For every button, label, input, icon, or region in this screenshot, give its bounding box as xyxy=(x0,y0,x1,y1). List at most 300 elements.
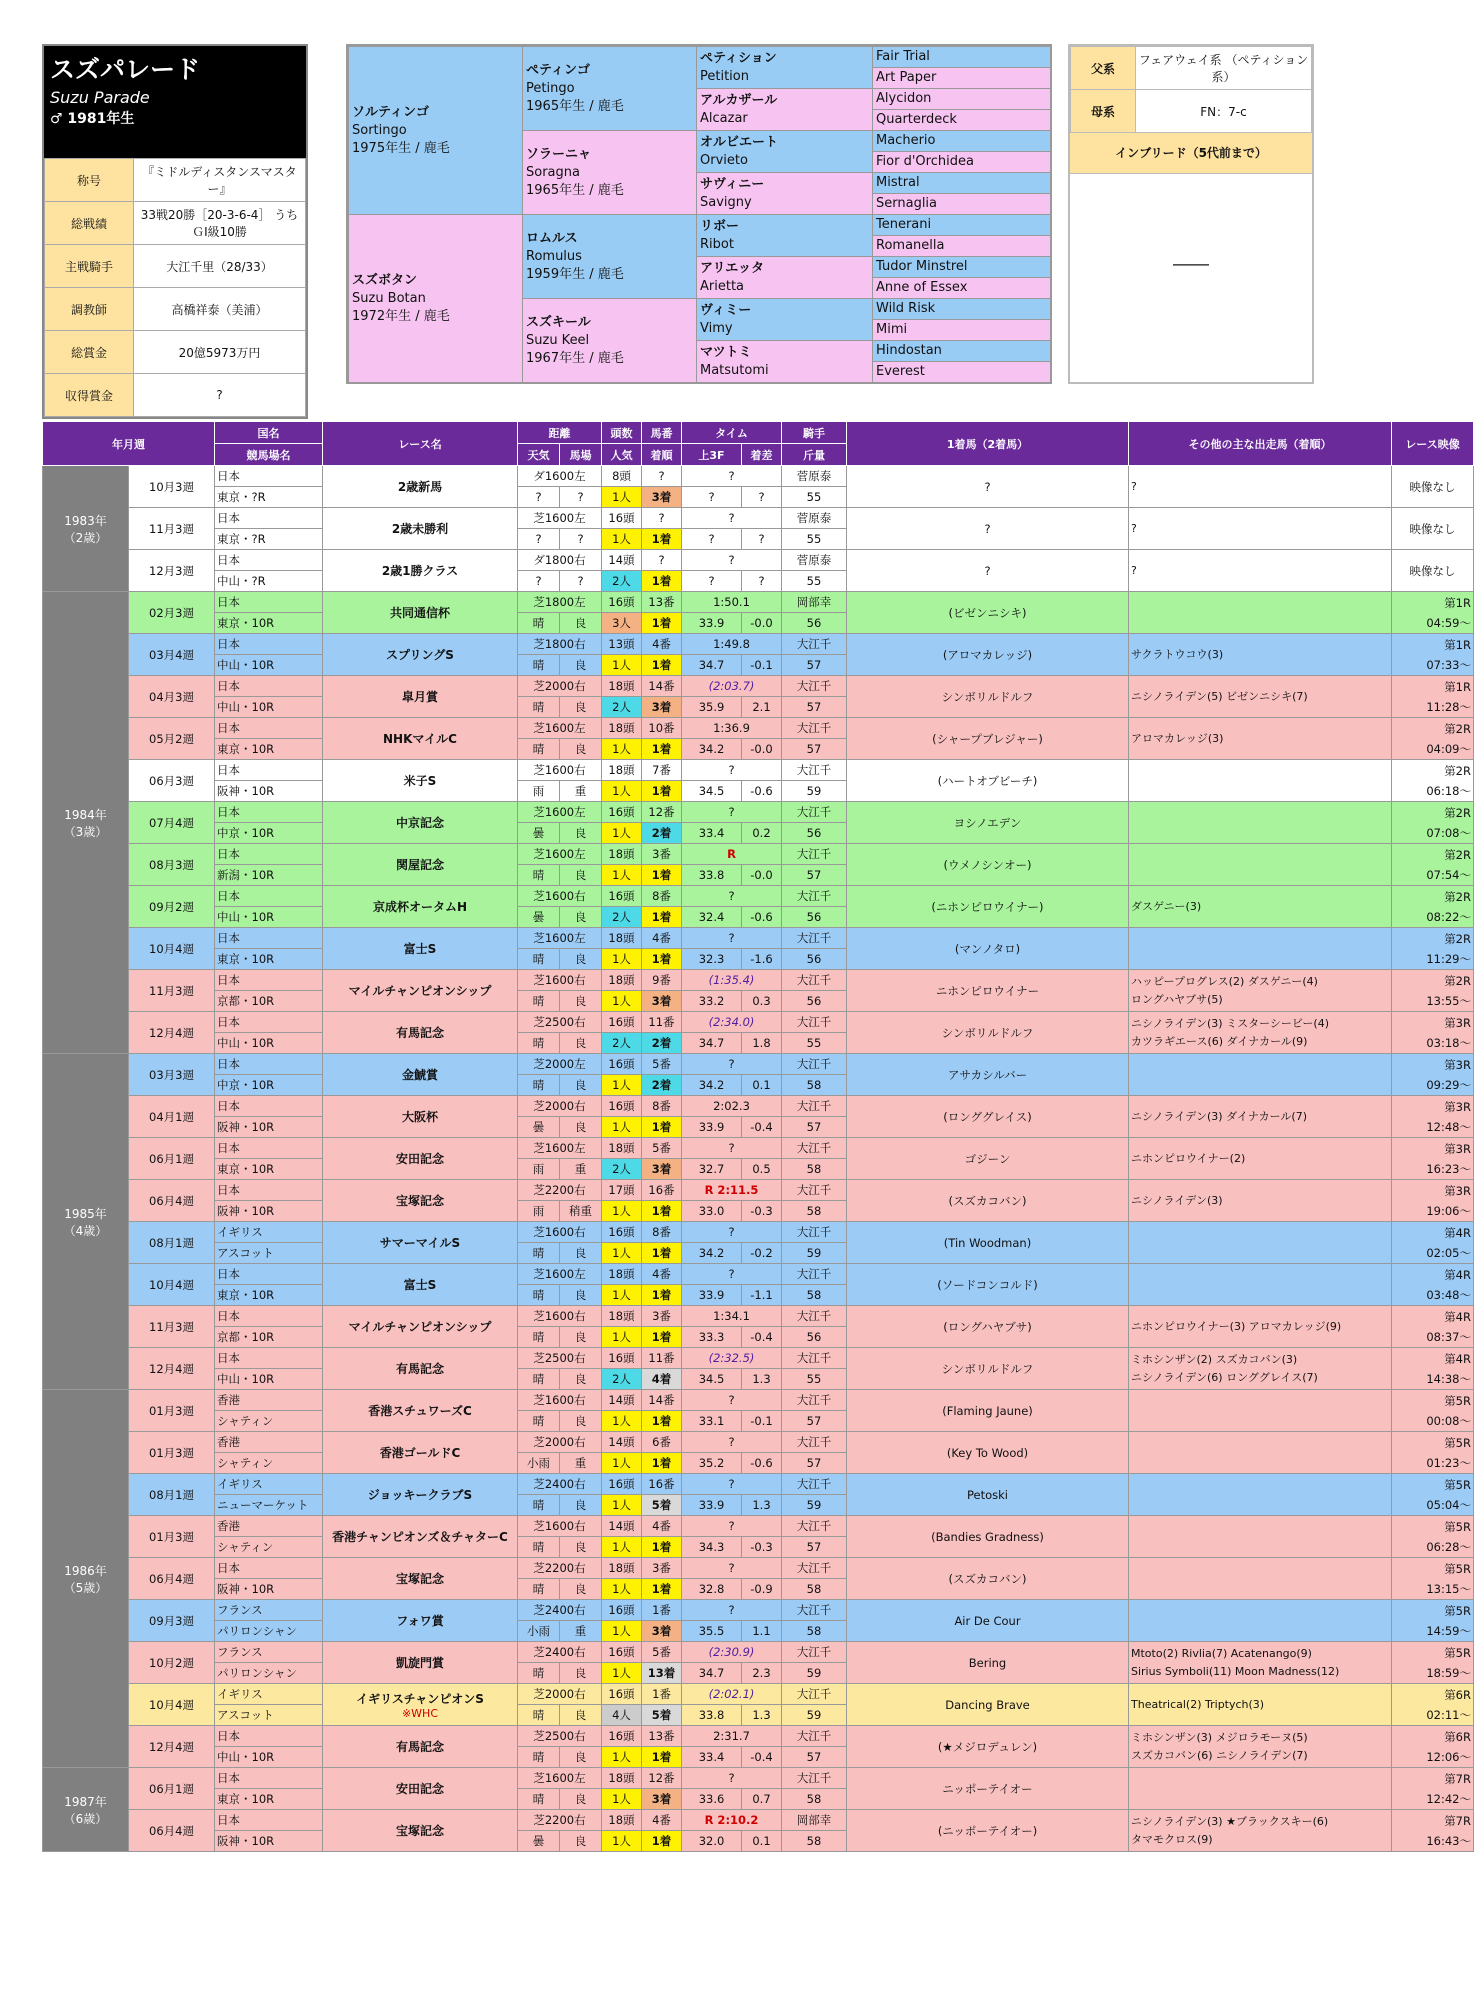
race-weight: 55 xyxy=(782,1369,847,1390)
race-course: ニューマーケット xyxy=(215,1495,323,1516)
race-country: 日本 xyxy=(215,634,323,655)
race-row xyxy=(43,466,1474,487)
race-placing: 3着 xyxy=(642,1159,682,1180)
race-ground: 良 xyxy=(560,1495,602,1516)
race-heads: 16頭 xyxy=(602,1012,642,1033)
race-country: 日本 xyxy=(215,718,323,739)
race-gate: 4番 xyxy=(642,1810,682,1831)
race-heads: 18頭 xyxy=(602,1306,642,1327)
race-video: 第3R 19:06～ xyxy=(1392,1180,1474,1222)
race-row xyxy=(43,1264,1474,1285)
race-favorite: 1人 xyxy=(602,949,642,970)
race-distance: 芝2000右 xyxy=(518,1684,602,1705)
race-distance: 芝2000右 xyxy=(518,676,602,697)
pedigree-name-en: Sortingo xyxy=(352,122,407,138)
pedigree-name-jp: ソラーニャ xyxy=(526,146,592,162)
pedigree-great-grandparent xyxy=(697,47,873,89)
race-margin: -0.0 xyxy=(742,613,782,634)
race-time: 1:50.1 xyxy=(682,592,782,613)
pedigree-ancestor: Tudor Minstrel xyxy=(873,257,1051,278)
race-favorite: 1人 xyxy=(602,1789,642,1810)
race-margin: 1.8 xyxy=(742,1033,782,1054)
race-row xyxy=(43,592,1474,613)
col-fav: 人気 xyxy=(602,444,642,466)
race-placing: 1着 xyxy=(642,529,682,550)
race-margin: 0.5 xyxy=(742,1159,782,1180)
race-favorite: 1人 xyxy=(602,529,642,550)
race-country: 日本 xyxy=(215,1096,323,1117)
profile-key: 調教師 xyxy=(45,288,134,331)
race-placing: 2着 xyxy=(642,823,682,844)
race-gate: 11番 xyxy=(642,1012,682,1033)
race-name: 関屋記念 xyxy=(323,844,518,886)
race-margin: 0.7 xyxy=(742,1789,782,1810)
pedigree-name-en: Orvieto xyxy=(700,152,748,168)
profile-key: 称号 xyxy=(45,159,134,202)
race-course: 東京・10R xyxy=(215,1159,323,1180)
race-row xyxy=(43,1810,1474,1831)
race-favorite: 3人 xyxy=(602,613,642,634)
pedigree-ancestor: Romanella xyxy=(873,236,1051,257)
race-placing: 1着 xyxy=(642,739,682,760)
profile-header xyxy=(44,46,306,158)
race-heads: 16頭 xyxy=(602,886,642,907)
race-weight: 56 xyxy=(782,907,847,928)
race-video: 第5R 18:59～ xyxy=(1392,1642,1474,1684)
pedigree-name-jp: リボー xyxy=(700,218,740,234)
race-distance: ダ1800右 xyxy=(518,550,602,571)
race-course: 東京・10R xyxy=(215,1789,323,1810)
race-others: ミホシンザン(2) スズカコバン(3) ニシノライデン(6) ロンググレイス(7) xyxy=(1129,1348,1392,1390)
race-country: 日本 xyxy=(215,466,323,487)
pedigree-name-en: Matsutomi xyxy=(700,362,769,378)
pedigree-name-jp: サヴィニー xyxy=(700,176,765,192)
race-winner: (Flaming Jaune) xyxy=(847,1390,1129,1432)
race-weight: 58 xyxy=(782,1159,847,1180)
race-others xyxy=(1129,1600,1392,1642)
race-course: 中山・10R xyxy=(215,1033,323,1054)
race-row xyxy=(43,1222,1474,1243)
race-last3f: 34.7 xyxy=(682,1663,742,1684)
race-favorite: 1人 xyxy=(602,823,642,844)
race-ground: 良 xyxy=(560,1033,602,1054)
race-weather: 晴 xyxy=(518,949,560,970)
race-distance: 芝1600左 xyxy=(518,928,602,949)
race-name: 香港ゴールドC xyxy=(323,1432,518,1474)
race-weather: 小雨 xyxy=(518,1621,560,1642)
race-time: ? xyxy=(682,466,782,487)
race-winner: ヨシノエデン xyxy=(847,802,1129,844)
race-jockey: 大江千 xyxy=(782,1012,847,1033)
race-margin: 0.3 xyxy=(742,991,782,1012)
race-jockey: 大江千 xyxy=(782,1600,847,1621)
race-winner: ニッポーテイオー xyxy=(847,1768,1129,1810)
race-jockey: 大江千 xyxy=(782,1180,847,1201)
race-placing: 1着 xyxy=(642,1243,682,1264)
race-ground: 良 xyxy=(560,991,602,1012)
race-jockey: 大江千 xyxy=(782,1642,847,1663)
race-row xyxy=(43,1096,1474,1117)
race-weight: 56 xyxy=(782,613,847,634)
race-ground: ? xyxy=(560,571,602,592)
pedigree-name-en: Petingo xyxy=(526,80,575,96)
race-time: ? xyxy=(682,1264,782,1285)
race-jockey: 大江千 xyxy=(782,928,847,949)
race-gate: ? xyxy=(642,550,682,571)
profile-key: 収得賞金 xyxy=(45,374,134,417)
pedigree-name-en: Vimy xyxy=(700,320,733,336)
race-weather: 晴 xyxy=(518,739,560,760)
lineage-box xyxy=(1068,44,1314,384)
race-heads: 8頭 xyxy=(602,466,642,487)
race-distance: 芝1600右 xyxy=(518,970,602,991)
profile-value: 大江千里（28/33） xyxy=(134,245,306,288)
race-course: 新潟・10R xyxy=(215,865,323,886)
race-favorite: 1人 xyxy=(602,1327,642,1348)
pedigree-sire xyxy=(349,47,523,215)
race-row xyxy=(43,970,1474,991)
race-name: 2歳未勝利 xyxy=(323,508,518,550)
race-row xyxy=(43,1180,1474,1201)
race-others: Mtoto(2) Rivlia(7) Acatenango(9) Sirius Symboli(11) Moon Madness(12) xyxy=(1129,1642,1392,1684)
race-last3f: ? xyxy=(682,487,742,508)
race-margin: 0.1 xyxy=(742,1075,782,1096)
race-ground: 良 xyxy=(560,1327,602,1348)
race-heads: 16頭 xyxy=(602,1348,642,1369)
pedigree-ancestor: Fair Trial xyxy=(873,47,1051,68)
race-jockey: 大江千 xyxy=(782,1306,847,1327)
race-ground: 重 xyxy=(560,1159,602,1180)
race-weight: 58 xyxy=(782,1621,847,1642)
pedigree-info: 1965年生 / 鹿毛 xyxy=(526,182,624,198)
race-distance: 芝1600右 xyxy=(518,1516,602,1537)
race-placing: 4着 xyxy=(642,1369,682,1390)
race-others xyxy=(1129,1222,1392,1264)
pedigree-great-grandparent xyxy=(697,173,873,215)
profile-value: 20億5973万円 xyxy=(134,331,306,374)
race-heads: 18頭 xyxy=(602,718,642,739)
race-others: ? xyxy=(1129,508,1392,550)
race-last3f: 32.4 xyxy=(682,907,742,928)
race-jockey: 大江千 xyxy=(782,886,847,907)
race-time: ? xyxy=(682,1138,782,1159)
race-favorite: 1人 xyxy=(602,1663,642,1684)
race-margin: -0.0 xyxy=(742,739,782,760)
race-time: 2:31.7 xyxy=(682,1726,782,1747)
race-weight: 58 xyxy=(782,1831,847,1852)
race-gate: 13番 xyxy=(642,1726,682,1747)
pedigree-ancestor: Wild Risk xyxy=(873,299,1051,320)
race-weight: 56 xyxy=(782,823,847,844)
race-placing: 5着 xyxy=(642,1705,682,1726)
race-ground: 良 xyxy=(560,1579,602,1600)
race-gate: 4番 xyxy=(642,1516,682,1537)
race-margin: ? xyxy=(742,487,782,508)
race-course: 中山・10R xyxy=(215,697,323,718)
race-winner: (マンノタロ) xyxy=(847,928,1129,970)
race-video: 第2R 07:08～ xyxy=(1392,802,1474,844)
pedigree-ancestor: Anne of Essex xyxy=(873,278,1051,299)
race-country: 日本 xyxy=(215,1264,323,1285)
race-weather: 雨 xyxy=(518,1159,560,1180)
pedigree-ancestor: Mimi xyxy=(873,320,1051,341)
race-course: 京都・10R xyxy=(215,1327,323,1348)
race-placing: 1着 xyxy=(642,655,682,676)
race-week: 10月4週 xyxy=(129,1264,215,1306)
race-favorite: 1人 xyxy=(602,655,642,676)
race-placing: 1着 xyxy=(642,1831,682,1852)
race-others xyxy=(1129,1054,1392,1096)
race-placing: 5着 xyxy=(642,1495,682,1516)
race-weight: 58 xyxy=(782,1789,847,1810)
race-winner: (Tin Woodman) xyxy=(847,1222,1129,1264)
race-favorite: 1人 xyxy=(602,1831,642,1852)
race-last3f: 33.1 xyxy=(682,1411,742,1432)
race-video: 第2R 07:54～ xyxy=(1392,844,1474,886)
pedigree-name-jp: ペティンゴ xyxy=(526,62,590,78)
dam-line-label: 母系 xyxy=(1071,90,1136,133)
race-favorite: 1人 xyxy=(602,739,642,760)
race-distance: 芝1600右 xyxy=(518,1390,602,1411)
race-time: ? xyxy=(682,1432,782,1453)
race-weight: 57 xyxy=(782,1411,847,1432)
race-country: フランス xyxy=(215,1600,323,1621)
race-country: 香港 xyxy=(215,1516,323,1537)
race-margin: 1.1 xyxy=(742,1621,782,1642)
race-time: ? xyxy=(682,508,782,529)
race-video: 第4R 03:48～ xyxy=(1392,1264,1474,1306)
race-winner: シンボリルドルフ xyxy=(847,1012,1129,1054)
race-week: 08月1週 xyxy=(129,1222,215,1264)
race-weight: 59 xyxy=(782,1663,847,1684)
pedigree-name-en: Ribot xyxy=(700,236,734,252)
pedigree-great-grandparent xyxy=(697,215,873,257)
race-video: 第4R 02:05～ xyxy=(1392,1222,1474,1264)
race-time: ? xyxy=(682,802,782,823)
race-country: 日本 xyxy=(215,802,323,823)
pedigree-name-en: Romulus xyxy=(526,248,582,264)
race-video: 第3R 16:23～ xyxy=(1392,1138,1474,1180)
race-last3f: ? xyxy=(682,571,742,592)
race-jockey: 菅原泰 xyxy=(782,466,847,487)
race-weather: 晴 xyxy=(518,1747,560,1768)
dam-line-value: FN：7-c xyxy=(1136,90,1312,133)
race-week: 07月4週 xyxy=(129,802,215,844)
race-jockey: 大江千 xyxy=(782,1390,847,1411)
race-weather: 晴 xyxy=(518,613,560,634)
race-name: 香港チャンピオンズ＆チャターC xyxy=(323,1516,518,1558)
race-name: ジョッキークラブS xyxy=(323,1474,518,1516)
race-name: 大阪杯 xyxy=(323,1096,518,1138)
race-distance: 芝1800右 xyxy=(518,634,602,655)
pedigree-info: 1975年生 / 鹿毛 xyxy=(352,140,450,156)
horse-profile xyxy=(42,44,308,419)
race-row xyxy=(43,1600,1474,1621)
race-placing: 3着 xyxy=(642,1789,682,1810)
race-last3f: 33.6 xyxy=(682,1789,742,1810)
race-weather: ? xyxy=(518,529,560,550)
profile-table xyxy=(44,158,306,417)
race-margin: -0.1 xyxy=(742,1411,782,1432)
race-weather: 晴 xyxy=(518,1075,560,1096)
race-gate: 8番 xyxy=(642,1096,682,1117)
pedigree-name-en: Suzu Keel xyxy=(526,332,590,348)
race-heads: 18頭 xyxy=(602,1810,642,1831)
race-name: 皐月賞 xyxy=(323,676,518,718)
race-weight: 58 xyxy=(782,1285,847,1306)
race-weight: 55 xyxy=(782,487,847,508)
race-time: ? xyxy=(682,550,782,571)
race-time: (1:35.4) xyxy=(682,970,782,991)
race-video: 第1R 07:33～ xyxy=(1392,634,1474,676)
race-course: 東京・?R xyxy=(215,487,323,508)
race-week: 06月1週 xyxy=(129,1138,215,1180)
race-favorite: 1人 xyxy=(602,1117,642,1138)
race-week: 11月3週 xyxy=(129,970,215,1012)
race-gate: ? xyxy=(642,508,682,529)
race-margin: 0.1 xyxy=(742,1831,782,1852)
race-week: 04月3週 xyxy=(129,676,215,718)
race-weather: 晴 xyxy=(518,865,560,886)
race-name: 安田記念 xyxy=(323,1768,518,1810)
race-placing: 1着 xyxy=(642,1411,682,1432)
horse-birth: ♂ 1981年生 xyxy=(50,111,135,127)
race-course: 阪神・10R xyxy=(215,781,323,802)
race-time: ? xyxy=(682,1222,782,1243)
race-weather: 曇 xyxy=(518,1831,560,1852)
race-winner: (Key To Wood) xyxy=(847,1432,1129,1474)
race-video: 第4R 08:37～ xyxy=(1392,1306,1474,1348)
race-favorite: 1人 xyxy=(602,1747,642,1768)
race-week: 06月4週 xyxy=(129,1810,215,1852)
race-last3f: 33.9 xyxy=(682,613,742,634)
race-last3f: 34.2 xyxy=(682,739,742,760)
race-placing: 3着 xyxy=(642,1621,682,1642)
race-name: マイルチャンピオンシップ xyxy=(323,970,518,1012)
race-margin: -0.6 xyxy=(742,781,782,802)
pedigree-name-jp: スズボタン xyxy=(352,272,418,288)
race-weight: 58 xyxy=(782,1075,847,1096)
race-jockey: 大江千 xyxy=(782,844,847,865)
race-last3f: 34.5 xyxy=(682,781,742,802)
race-row xyxy=(43,760,1474,781)
race-heads: 17頭 xyxy=(602,1180,642,1201)
race-ground: 良 xyxy=(560,697,602,718)
race-margin: -0.3 xyxy=(742,1537,782,1558)
race-favorite: 1人 xyxy=(602,487,642,508)
race-video: 第3R 09:29～ xyxy=(1392,1054,1474,1096)
race-margin: -0.3 xyxy=(742,1201,782,1222)
race-winner: (アロマカレッジ) xyxy=(847,634,1129,676)
race-last3f: 33.9 xyxy=(682,1285,742,1306)
race-others xyxy=(1129,1264,1392,1306)
race-ground: 良 xyxy=(560,1285,602,1306)
horse-name-jp: スズパレード xyxy=(50,55,201,84)
race-name: 有馬記念 xyxy=(323,1012,518,1054)
race-weather: 晴 xyxy=(518,1705,560,1726)
race-jockey: 岡部幸 xyxy=(782,592,847,613)
race-margin: -0.9 xyxy=(742,1579,782,1600)
race-distance: 芝2200右 xyxy=(518,1810,602,1831)
race-week: 10月4週 xyxy=(129,928,215,970)
race-week: 04月1週 xyxy=(129,1096,215,1138)
race-time: ? xyxy=(682,1054,782,1075)
race-margin: 2.3 xyxy=(742,1663,782,1684)
pedigree-great-grandparent xyxy=(697,257,873,299)
race-weather: 晴 xyxy=(518,1537,560,1558)
col-last3f: 上3F xyxy=(682,444,742,466)
race-winner: (ビゼンニシキ) xyxy=(847,592,1129,634)
race-winner: (ウメノシンオー) xyxy=(847,844,1129,886)
race-ground: 良 xyxy=(560,1831,602,1852)
race-course: アスコット xyxy=(215,1243,323,1264)
race-winner: Air De Cour xyxy=(847,1600,1129,1642)
race-video: 第5R 01:23～ xyxy=(1392,1432,1474,1474)
race-country: イギリス xyxy=(215,1474,323,1495)
race-last3f: 34.3 xyxy=(682,1537,742,1558)
race-weight: 59 xyxy=(782,1705,847,1726)
race-week: 12月4週 xyxy=(129,1726,215,1768)
pedigree-name-en: Savigny xyxy=(700,194,752,210)
race-gate: 5番 xyxy=(642,1054,682,1075)
race-others: ニシノライデン(3) xyxy=(1129,1180,1392,1222)
race-video: 映像なし xyxy=(1392,508,1474,550)
race-jockey: 大江千 xyxy=(782,718,847,739)
race-course: 東京・10R xyxy=(215,1285,323,1306)
race-ground: 良 xyxy=(560,1705,602,1726)
race-margin: ? xyxy=(742,571,782,592)
race-margin: 2.1 xyxy=(742,697,782,718)
race-course: 中山・?R xyxy=(215,571,323,592)
race-winner: Bering xyxy=(847,1642,1129,1684)
race-country: 日本 xyxy=(215,844,323,865)
race-weight: 58 xyxy=(782,1201,847,1222)
race-course: 阪神・10R xyxy=(215,1117,323,1138)
race-distance: 芝2500右 xyxy=(518,1348,602,1369)
race-ground: 良 xyxy=(560,865,602,886)
race-week: 08月3週 xyxy=(129,844,215,886)
race-row xyxy=(43,928,1474,949)
race-row xyxy=(43,634,1474,655)
race-distance: 芝1600左 xyxy=(518,1138,602,1159)
race-heads: 14頭 xyxy=(602,1516,642,1537)
race-weight: 55 xyxy=(782,1033,847,1054)
race-last3f: 33.3 xyxy=(682,1327,742,1348)
pedigree-chart xyxy=(346,44,1052,384)
race-week: 05月2週 xyxy=(129,718,215,760)
race-weather: 晴 xyxy=(518,1579,560,1600)
col-dist: 距離 xyxy=(518,422,602,444)
race-jockey: 大江千 xyxy=(782,802,847,823)
race-favorite: 1人 xyxy=(602,991,642,1012)
race-jockey: 大江千 xyxy=(782,760,847,781)
race-heads: 16頭 xyxy=(602,1726,642,1747)
race-others xyxy=(1129,760,1392,802)
race-gate: 5番 xyxy=(642,1642,682,1663)
race-gate: 16番 xyxy=(642,1180,682,1201)
race-distance: 芝2200右 xyxy=(518,1558,602,1579)
race-time: 1:34.1 xyxy=(682,1306,782,1327)
col-video: レース映像 xyxy=(1392,422,1474,466)
race-others: ニシノライデン(5) ビゼンニシキ(7) xyxy=(1129,676,1392,718)
pedigree-info: 1965年生 / 鹿毛 xyxy=(526,98,624,114)
race-time: ? xyxy=(682,1768,782,1789)
race-gate: 12番 xyxy=(642,802,682,823)
race-weight: 56 xyxy=(782,949,847,970)
race-others xyxy=(1129,802,1392,844)
race-margin: 1.3 xyxy=(742,1369,782,1390)
race-ground: 良 xyxy=(560,1411,602,1432)
